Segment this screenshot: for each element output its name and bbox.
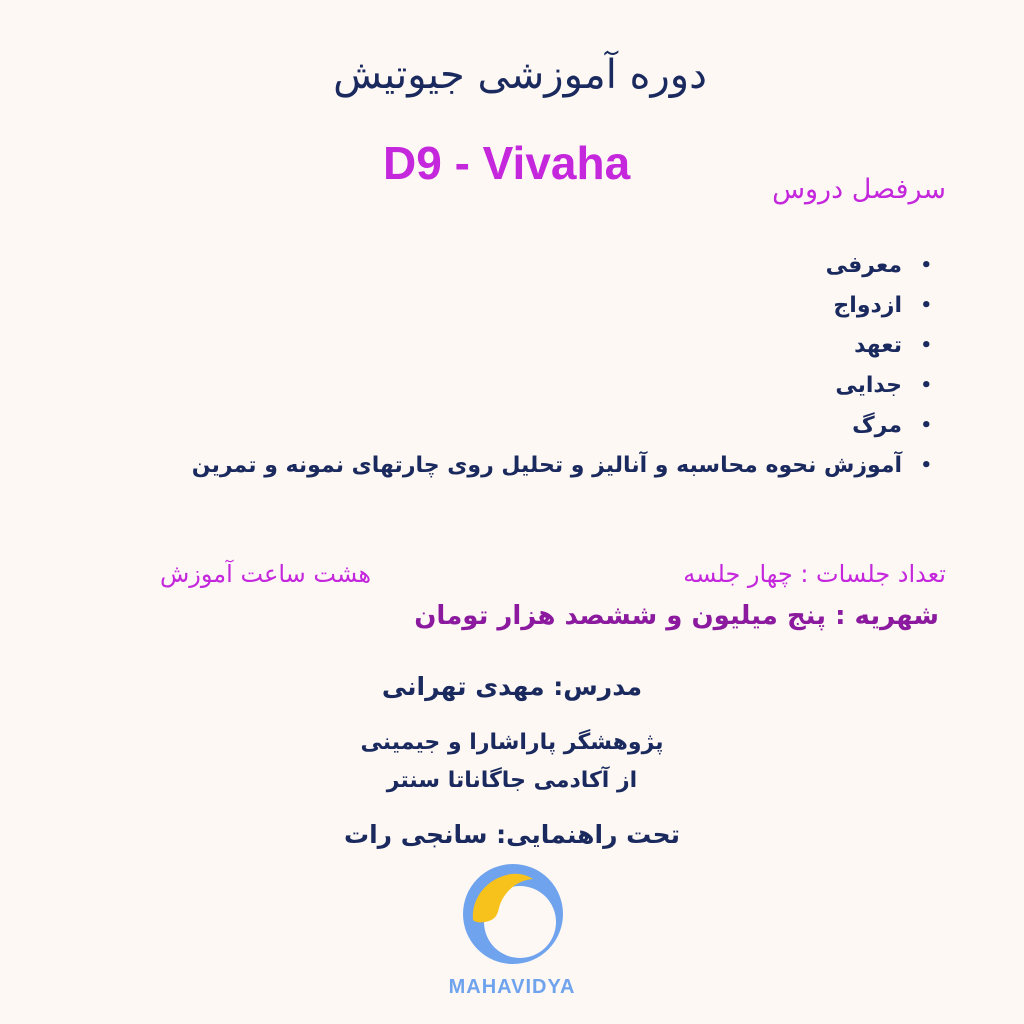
list-item: • آموزش نحوه محاسبه و آنالیز و تحلیل روی چارتهای نمونه و تمرین xyxy=(192,446,932,486)
instructor-credentials-line2: از آکادمی جاگاناتا سنتر xyxy=(386,768,638,793)
list-item: • تعهد xyxy=(192,326,932,366)
crescent-moon-logo-icon xyxy=(461,862,565,966)
bullet-icon: • xyxy=(920,415,932,436)
course-code: D9 - Vivaha xyxy=(383,137,631,189)
bullet-icon: • xyxy=(920,255,932,276)
syllabus-heading: سرفصل دروس xyxy=(772,174,946,205)
brand-name: MAHAVIDYA xyxy=(448,976,576,998)
bullet-icon: • xyxy=(920,295,932,316)
bullet-icon: • xyxy=(920,455,932,476)
bullet-icon: • xyxy=(920,335,932,356)
page-title: دوره آموزشی جیوتیش xyxy=(333,52,707,98)
list-item: • مرگ xyxy=(192,406,932,446)
instructor-credentials-line1: پژوهشگر پاراشارا و جیمینی xyxy=(360,730,664,755)
training-hours: هشت ساعت آموزش xyxy=(160,560,372,588)
instructor: مدرس: مهدی تهرانی xyxy=(381,672,643,701)
supervision: تحت راهنمایی: سانجی رات xyxy=(343,820,681,849)
list-item: • ازدواج xyxy=(192,286,932,326)
list-item: • جدایی xyxy=(192,366,932,406)
syllabus-list xyxy=(192,246,932,486)
sessions-count: تعداد جلسات : چهار جلسه xyxy=(683,560,946,588)
bullet-icon: • xyxy=(920,375,932,396)
tuition-fee: شهریه : پنج میلیون و ششصد هزار تومان xyxy=(414,601,939,631)
list-item: • معرفی xyxy=(192,246,932,286)
